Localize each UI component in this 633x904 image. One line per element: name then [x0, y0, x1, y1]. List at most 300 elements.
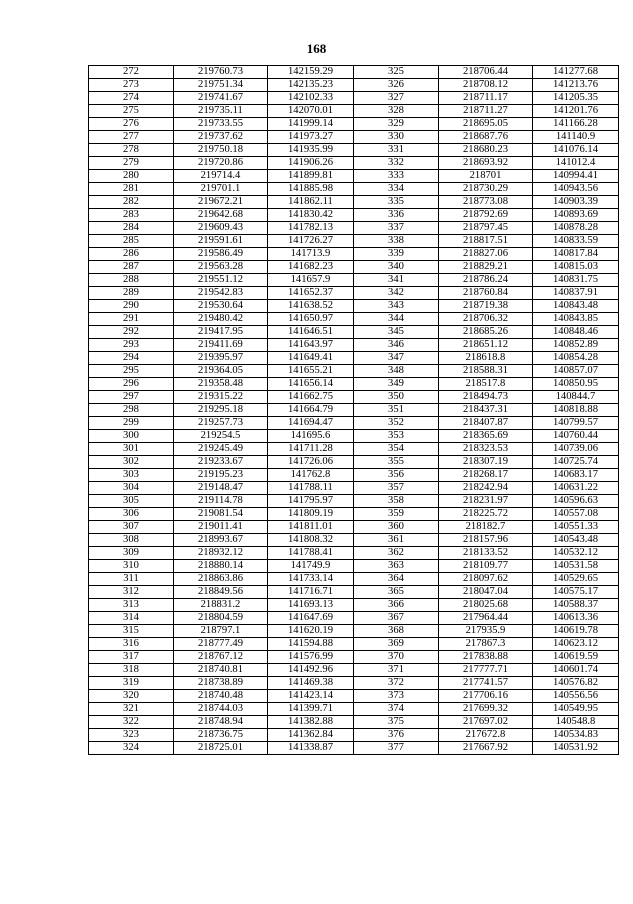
table-row [89, 625, 619, 638]
x-coordinate-cell: 218767.12 [174, 651, 268, 664]
point-number-cell: 352 [354, 417, 439, 430]
point-number-cell: 323 [89, 729, 174, 742]
point-number-cell: 350 [354, 391, 439, 404]
y-coordinate-cell: 141795.97 [268, 495, 354, 508]
y-coordinate-cell: 140943.56 [533, 183, 619, 196]
point-number-cell: 360 [354, 521, 439, 534]
point-number-cell: 332 [354, 157, 439, 170]
point-number-cell: 341 [354, 274, 439, 287]
y-coordinate-cell: 142070.01 [268, 105, 354, 118]
x-coordinate-cell: 219760.73 [174, 66, 268, 79]
table-row [89, 677, 619, 690]
y-coordinate-cell: 141649.41 [268, 352, 354, 365]
x-coordinate-cell: 218736.75 [174, 729, 268, 742]
x-coordinate-cell: 218993.67 [174, 534, 268, 547]
x-coordinate-cell: 218047.04 [439, 586, 533, 599]
x-coordinate-cell: 218792.69 [439, 209, 533, 222]
point-number-cell: 377 [354, 742, 439, 755]
table-row [89, 209, 619, 222]
x-coordinate-cell: 217838.88 [439, 651, 533, 664]
point-number-cell: 348 [354, 365, 439, 378]
y-coordinate-cell: 141362.84 [268, 729, 354, 742]
coordinates-table [88, 65, 619, 755]
point-number-cell: 374 [354, 703, 439, 716]
y-coordinate-cell: 141140.9 [533, 131, 619, 144]
x-coordinate-cell: 219114.78 [174, 495, 268, 508]
table-row [89, 287, 619, 300]
y-coordinate-cell: 141662.75 [268, 391, 354, 404]
y-coordinate-cell: 141492.96 [268, 664, 354, 677]
x-coordinate-cell: 218740.81 [174, 664, 268, 677]
table-row [89, 430, 619, 443]
table-row [89, 690, 619, 703]
table-row [89, 638, 619, 651]
y-coordinate-cell: 140725.74 [533, 456, 619, 469]
x-coordinate-cell: 219245.49 [174, 443, 268, 456]
x-coordinate-cell: 218829.21 [439, 261, 533, 274]
x-coordinate-cell: 218494.73 [439, 391, 533, 404]
point-number-cell: 281 [89, 183, 174, 196]
y-coordinate-cell: 141277.68 [533, 66, 619, 79]
table-row [89, 261, 619, 274]
y-coordinate-cell: 141650.97 [268, 313, 354, 326]
point-number-cell: 304 [89, 482, 174, 495]
x-coordinate-cell: 218109.77 [439, 560, 533, 573]
x-coordinate-cell: 218740.48 [174, 690, 268, 703]
point-number-cell: 325 [354, 66, 439, 79]
x-coordinate-cell: 219751.34 [174, 79, 268, 92]
y-coordinate-cell: 140854.28 [533, 352, 619, 365]
y-coordinate-cell: 140903.39 [533, 196, 619, 209]
y-coordinate-cell: 141656.14 [268, 378, 354, 391]
y-coordinate-cell: 140619.78 [533, 625, 619, 638]
point-number-cell: 372 [354, 677, 439, 690]
point-number-cell: 310 [89, 560, 174, 573]
point-number-cell: 314 [89, 612, 174, 625]
point-number-cell: 307 [89, 521, 174, 534]
x-coordinate-cell: 218706.32 [439, 313, 533, 326]
y-coordinate-cell: 141201.76 [533, 105, 619, 118]
y-coordinate-cell: 141935.99 [268, 144, 354, 157]
point-number-cell: 344 [354, 313, 439, 326]
point-number-cell: 362 [354, 547, 439, 560]
table-row [89, 196, 619, 209]
x-coordinate-cell: 218618.8 [439, 352, 533, 365]
x-coordinate-cell: 218711.17 [439, 92, 533, 105]
point-number-cell: 359 [354, 508, 439, 521]
y-coordinate-cell: 140619.59 [533, 651, 619, 664]
table-row [89, 274, 619, 287]
point-number-cell: 293 [89, 339, 174, 352]
y-coordinate-cell: 141830.42 [268, 209, 354, 222]
y-coordinate-cell: 140843.48 [533, 300, 619, 313]
x-coordinate-cell: 218725.01 [174, 742, 268, 755]
point-number-cell: 326 [354, 79, 439, 92]
point-number-cell: 306 [89, 508, 174, 521]
table-row [89, 66, 619, 79]
x-coordinate-cell: 218730.29 [439, 183, 533, 196]
y-coordinate-cell: 141726.27 [268, 235, 354, 248]
y-coordinate-cell: 141885.98 [268, 183, 354, 196]
x-coordinate-cell: 218437.31 [439, 404, 533, 417]
y-coordinate-cell: 140531.92 [533, 742, 619, 755]
x-coordinate-cell: 218365.69 [439, 430, 533, 443]
table-row [89, 547, 619, 560]
x-coordinate-cell: 218407.87 [439, 417, 533, 430]
table-row [89, 586, 619, 599]
y-coordinate-cell: 141811.01 [268, 521, 354, 534]
y-coordinate-cell: 140817.84 [533, 248, 619, 261]
point-number-cell: 286 [89, 248, 174, 261]
x-coordinate-cell: 218773.08 [439, 196, 533, 209]
point-number-cell: 365 [354, 586, 439, 599]
y-coordinate-cell: 141166.28 [533, 118, 619, 131]
point-number-cell: 301 [89, 443, 174, 456]
point-number-cell: 283 [89, 209, 174, 222]
x-coordinate-cell: 219551.12 [174, 274, 268, 287]
table-row [89, 560, 619, 573]
x-coordinate-cell: 219609.43 [174, 222, 268, 235]
point-number-cell: 317 [89, 651, 174, 664]
x-coordinate-cell: 219295.18 [174, 404, 268, 417]
x-coordinate-cell: 218307.19 [439, 456, 533, 469]
x-coordinate-cell: 219148.47 [174, 482, 268, 495]
x-coordinate-cell: 219011.41 [174, 521, 268, 534]
point-number-cell: 320 [89, 690, 174, 703]
y-coordinate-cell: 140857.07 [533, 365, 619, 378]
y-coordinate-cell: 140852.89 [533, 339, 619, 352]
point-number-cell: 296 [89, 378, 174, 391]
y-coordinate-cell: 141788.41 [268, 547, 354, 560]
point-number-cell: 331 [354, 144, 439, 157]
x-coordinate-cell: 218827.06 [439, 248, 533, 261]
x-coordinate-cell: 219233.67 [174, 456, 268, 469]
y-coordinate-cell: 140739.06 [533, 443, 619, 456]
y-coordinate-cell: 141762.8 [268, 469, 354, 482]
point-number-cell: 305 [89, 495, 174, 508]
y-coordinate-cell: 140848.46 [533, 326, 619, 339]
y-coordinate-cell: 141899.81 [268, 170, 354, 183]
y-coordinate-cell: 141469.38 [268, 677, 354, 690]
y-coordinate-cell: 140843.85 [533, 313, 619, 326]
point-number-cell: 303 [89, 469, 174, 482]
table-row [89, 144, 619, 157]
point-number-cell: 288 [89, 274, 174, 287]
point-number-cell: 351 [354, 404, 439, 417]
table-row [89, 157, 619, 170]
x-coordinate-cell: 218701 [439, 170, 533, 183]
x-coordinate-cell: 219741.67 [174, 92, 268, 105]
x-coordinate-cell: 219586.49 [174, 248, 268, 261]
y-coordinate-cell: 140878.28 [533, 222, 619, 235]
point-number-cell: 339 [354, 248, 439, 261]
point-number-cell: 364 [354, 573, 439, 586]
x-coordinate-cell: 218157.96 [439, 534, 533, 547]
table-row [89, 222, 619, 235]
table-row [89, 313, 619, 326]
point-number-cell: 287 [89, 261, 174, 274]
point-number-cell: 369 [354, 638, 439, 651]
y-coordinate-cell: 141808.32 [268, 534, 354, 547]
x-coordinate-cell: 218863.86 [174, 573, 268, 586]
table-row [89, 729, 619, 742]
x-coordinate-cell: 219563.28 [174, 261, 268, 274]
x-coordinate-cell: 218797.1 [174, 625, 268, 638]
table-row [89, 326, 619, 339]
x-coordinate-cell: 217777.71 [439, 664, 533, 677]
point-number-cell: 361 [354, 534, 439, 547]
x-coordinate-cell: 219750.18 [174, 144, 268, 157]
point-number-cell: 279 [89, 157, 174, 170]
y-coordinate-cell: 141594.88 [268, 638, 354, 651]
x-coordinate-cell: 217667.92 [439, 742, 533, 755]
point-number-cell: 337 [354, 222, 439, 235]
table-row [89, 599, 619, 612]
table-row [89, 183, 619, 196]
x-coordinate-cell: 218880.14 [174, 560, 268, 573]
y-coordinate-cell: 140549.95 [533, 703, 619, 716]
y-coordinate-cell: 140831.75 [533, 274, 619, 287]
table-row [89, 482, 619, 495]
y-coordinate-cell: 140557.08 [533, 508, 619, 521]
y-coordinate-cell: 140596.63 [533, 495, 619, 508]
point-number-cell: 338 [354, 235, 439, 248]
x-coordinate-cell: 218097.62 [439, 573, 533, 586]
x-coordinate-cell: 218025.68 [439, 599, 533, 612]
table-row [89, 664, 619, 677]
x-coordinate-cell: 219254.5 [174, 430, 268, 443]
table-row [89, 105, 619, 118]
table-row [89, 716, 619, 729]
table-row [89, 443, 619, 456]
point-number-cell: 340 [354, 261, 439, 274]
x-coordinate-cell: 219411.69 [174, 339, 268, 352]
table-row [89, 391, 619, 404]
point-number-cell: 274 [89, 92, 174, 105]
y-coordinate-cell: 140818.88 [533, 404, 619, 417]
x-coordinate-cell: 219733.55 [174, 118, 268, 131]
point-number-cell: 335 [354, 196, 439, 209]
y-coordinate-cell: 140815.03 [533, 261, 619, 274]
table-row [89, 456, 619, 469]
point-number-cell: 273 [89, 79, 174, 92]
x-coordinate-cell: 218133.52 [439, 547, 533, 560]
point-number-cell: 349 [354, 378, 439, 391]
x-coordinate-cell: 217964.44 [439, 612, 533, 625]
x-coordinate-cell: 218588.31 [439, 365, 533, 378]
y-coordinate-cell: 141652.37 [268, 287, 354, 300]
point-number-cell: 342 [354, 287, 439, 300]
y-coordinate-cell: 140601.74 [533, 664, 619, 677]
x-coordinate-cell: 219591.61 [174, 235, 268, 248]
x-coordinate-cell: 218719.38 [439, 300, 533, 313]
x-coordinate-cell: 218738.89 [174, 677, 268, 690]
table-row [89, 417, 619, 430]
y-coordinate-cell: 140551.33 [533, 521, 619, 534]
x-coordinate-cell: 219735.11 [174, 105, 268, 118]
x-coordinate-cell: 218687.76 [439, 131, 533, 144]
y-coordinate-cell: 141399.71 [268, 703, 354, 716]
y-coordinate-cell: 140631.22 [533, 482, 619, 495]
x-coordinate-cell: 219530.64 [174, 300, 268, 313]
y-coordinate-cell: 141788.11 [268, 482, 354, 495]
point-number-cell: 321 [89, 703, 174, 716]
y-coordinate-cell: 141338.87 [268, 742, 354, 755]
point-number-cell: 282 [89, 196, 174, 209]
x-coordinate-cell: 217706.16 [439, 690, 533, 703]
point-number-cell: 308 [89, 534, 174, 547]
point-number-cell: 358 [354, 495, 439, 508]
point-number-cell: 289 [89, 287, 174, 300]
point-number-cell: 300 [89, 430, 174, 443]
y-coordinate-cell: 140529.65 [533, 573, 619, 586]
y-coordinate-cell: 141646.51 [268, 326, 354, 339]
y-coordinate-cell: 140833.59 [533, 235, 619, 248]
y-coordinate-cell: 140548.8 [533, 716, 619, 729]
point-number-cell: 315 [89, 625, 174, 638]
x-coordinate-cell: 218680.23 [439, 144, 533, 157]
y-coordinate-cell: 141749.9 [268, 560, 354, 573]
y-coordinate-cell: 141655.21 [268, 365, 354, 378]
point-number-cell: 290 [89, 300, 174, 313]
y-coordinate-cell: 141726.06 [268, 456, 354, 469]
point-number-cell: 347 [354, 352, 439, 365]
point-number-cell: 356 [354, 469, 439, 482]
x-coordinate-cell: 219315.22 [174, 391, 268, 404]
x-coordinate-cell: 218760.84 [439, 287, 533, 300]
point-number-cell: 355 [354, 456, 439, 469]
x-coordinate-cell: 218744.03 [174, 703, 268, 716]
table-row [89, 300, 619, 313]
point-number-cell: 322 [89, 716, 174, 729]
x-coordinate-cell: 219195.23 [174, 469, 268, 482]
x-coordinate-cell: 218268.17 [439, 469, 533, 482]
x-coordinate-cell: 218225.72 [439, 508, 533, 521]
x-coordinate-cell: 219364.05 [174, 365, 268, 378]
y-coordinate-cell: 141643.97 [268, 339, 354, 352]
point-number-cell: 346 [354, 339, 439, 352]
x-coordinate-cell: 218777.49 [174, 638, 268, 651]
y-coordinate-cell: 141693.13 [268, 599, 354, 612]
x-coordinate-cell: 219720.86 [174, 157, 268, 170]
point-number-cell: 357 [354, 482, 439, 495]
x-coordinate-cell: 219542.83 [174, 287, 268, 300]
point-number-cell: 285 [89, 235, 174, 248]
y-coordinate-cell: 141906.26 [268, 157, 354, 170]
point-number-cell: 366 [354, 599, 439, 612]
point-number-cell: 353 [354, 430, 439, 443]
table-row [89, 79, 619, 92]
y-coordinate-cell: 141647.69 [268, 612, 354, 625]
y-coordinate-cell: 141657.9 [268, 274, 354, 287]
point-number-cell: 324 [89, 742, 174, 755]
point-number-cell: 295 [89, 365, 174, 378]
point-number-cell: 280 [89, 170, 174, 183]
y-coordinate-cell: 140850.95 [533, 378, 619, 391]
point-number-cell: 309 [89, 547, 174, 560]
point-number-cell: 354 [354, 443, 439, 456]
point-number-cell: 318 [89, 664, 174, 677]
point-number-cell: 327 [354, 92, 439, 105]
point-number-cell: 278 [89, 144, 174, 157]
table-row [89, 118, 619, 131]
y-coordinate-cell: 141973.27 [268, 131, 354, 144]
table-row [89, 495, 619, 508]
y-coordinate-cell: 140683.17 [533, 469, 619, 482]
x-coordinate-cell: 218711.27 [439, 105, 533, 118]
x-coordinate-cell: 219701.1 [174, 183, 268, 196]
y-coordinate-cell: 141695.6 [268, 430, 354, 443]
x-coordinate-cell: 218797.45 [439, 222, 533, 235]
point-number-cell: 294 [89, 352, 174, 365]
x-coordinate-cell: 218695.05 [439, 118, 533, 131]
table-row [89, 651, 619, 664]
y-coordinate-cell: 141076.14 [533, 144, 619, 157]
point-number-cell: 311 [89, 573, 174, 586]
x-coordinate-cell: 217699.32 [439, 703, 533, 716]
y-coordinate-cell: 140893.69 [533, 209, 619, 222]
y-coordinate-cell: 142102.33 [268, 92, 354, 105]
x-coordinate-cell: 218706.44 [439, 66, 533, 79]
y-coordinate-cell: 140844.7 [533, 391, 619, 404]
x-coordinate-cell: 218932.12 [174, 547, 268, 560]
table-row [89, 469, 619, 482]
x-coordinate-cell: 218849.56 [174, 586, 268, 599]
x-coordinate-cell: 218748.94 [174, 716, 268, 729]
x-coordinate-cell: 218651.12 [439, 339, 533, 352]
point-number-cell: 334 [354, 183, 439, 196]
x-coordinate-cell: 218517.8 [439, 378, 533, 391]
y-coordinate-cell: 140531.58 [533, 560, 619, 573]
point-number-cell: 336 [354, 209, 439, 222]
point-number-cell: 363 [354, 560, 439, 573]
table-row [89, 131, 619, 144]
x-coordinate-cell: 218685.26 [439, 326, 533, 339]
y-coordinate-cell: 141576.99 [268, 651, 354, 664]
y-coordinate-cell: 141205.35 [533, 92, 619, 105]
point-number-cell: 370 [354, 651, 439, 664]
x-coordinate-cell: 218182.7 [439, 521, 533, 534]
table-row [89, 404, 619, 417]
point-number-cell: 319 [89, 677, 174, 690]
x-coordinate-cell: 218831.2 [174, 599, 268, 612]
point-number-cell: 329 [354, 118, 439, 131]
point-number-cell: 284 [89, 222, 174, 235]
x-coordinate-cell: 219417.95 [174, 326, 268, 339]
y-coordinate-cell: 140575.17 [533, 586, 619, 599]
table-row [89, 92, 619, 105]
x-coordinate-cell: 218708.12 [439, 79, 533, 92]
x-coordinate-cell: 217867.3 [439, 638, 533, 651]
x-coordinate-cell: 217741.57 [439, 677, 533, 690]
y-coordinate-cell: 141382.88 [268, 716, 354, 729]
table-row [89, 248, 619, 261]
y-coordinate-cell: 141664.79 [268, 404, 354, 417]
x-coordinate-cell: 219358.48 [174, 378, 268, 391]
point-number-cell: 298 [89, 404, 174, 417]
point-number-cell: 367 [354, 612, 439, 625]
x-coordinate-cell: 219714.4 [174, 170, 268, 183]
point-number-cell: 275 [89, 105, 174, 118]
x-coordinate-cell: 218693.92 [439, 157, 533, 170]
y-coordinate-cell: 141711.28 [268, 443, 354, 456]
y-coordinate-cell: 142135.23 [268, 79, 354, 92]
table-row [89, 378, 619, 391]
x-coordinate-cell: 219642.68 [174, 209, 268, 222]
y-coordinate-cell: 140799.57 [533, 417, 619, 430]
point-number-cell: 373 [354, 690, 439, 703]
table-row [89, 365, 619, 378]
